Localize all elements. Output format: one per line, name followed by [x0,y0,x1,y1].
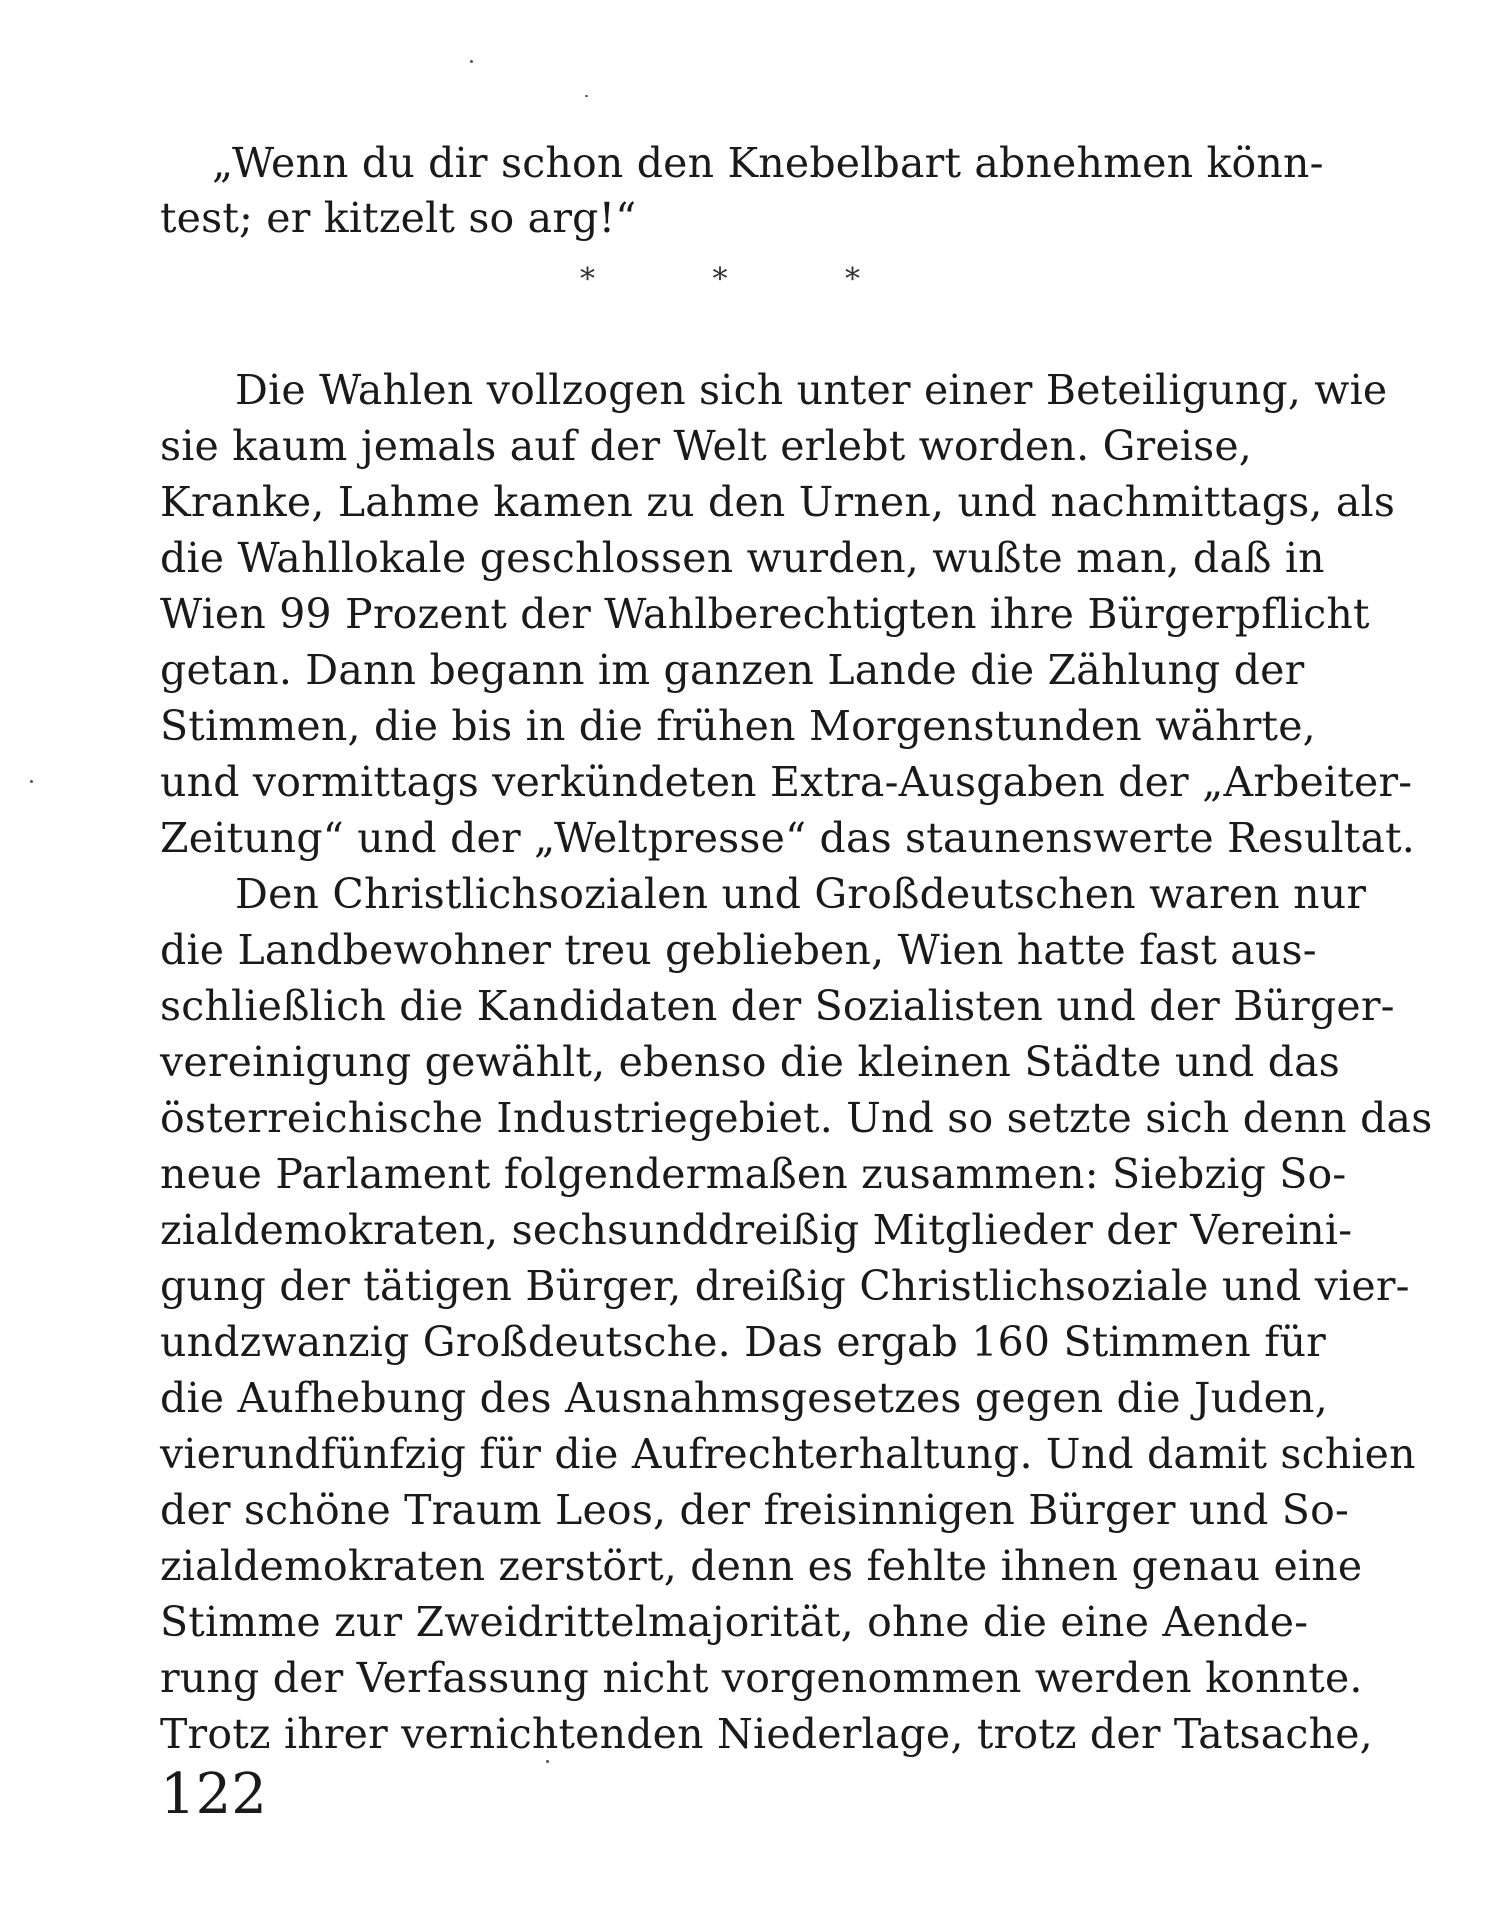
section-separator [580,262,860,297]
paragraph-line: Die Wahlen vollzogen sich unter einer Beteiligung, wie [235,366,1388,414]
paragraph-line: schließlich die Kandidaten der Sozialisten und der Bürger- [160,982,1395,1030]
paragraph-line: Stimmen, die bis in die frühen Morgenstunden währte, [160,702,1316,750]
paragraph-line: österreichische Industriegebiet. Und so setzte sich denn das [160,1094,1433,1142]
paragraph-line: die Landbewohner treu geblieben, Wien hatte fast aus- [160,926,1317,974]
scan-speck [585,95,588,97]
paragraph-line: Stimme zur Zweidrittelmajorität, ohne die eine Aende- [160,1598,1309,1646]
quote-line-1: „Wenn du dir schon den Knebelbart abnehmen könn- [212,139,1324,187]
paragraph-line: der schöne Traum Leos, der freisinnigen Bürger und So- [160,1486,1350,1534]
paragraph-line: vierundfünfzig für die Aufrechterhaltung. Und damit schien [160,1430,1416,1478]
scan-speck [30,780,33,783]
paragraph-line: undzwanzig Großdeutsche. Das ergab 160 Stimmen für [160,1318,1326,1366]
paragraph-line: Zeitung“ und der „Weltpresse“ das staunenswerte Resultat. [160,814,1415,862]
paragraph-line: und vormittags verkündeten Extra-Ausgaben der „Arbeiter- [160,758,1413,806]
paragraph-line: zialdemokraten zerstört, denn es fehlte ihnen genau eine [160,1542,1363,1590]
paragraph-line: getan. Dann begann im ganzen Lande die Zählung der [160,646,1305,694]
separator-star: * [580,262,595,297]
paragraph-line: gung der tätigen Bürger, dreißig Christlichsoziale und vier- [160,1262,1410,1310]
paragraph-line: vereinigung gewählt, ebenso die kleinen Städte und das [160,1038,1341,1086]
book-page [160,0,1433,1905]
paragraph-line: neue Parlament folgendermaßen zusammen: Siebzig So- [160,1150,1347,1198]
paragraph-line: zialdemokraten, sechsunddreißig Mitglieder der Vereini- [160,1206,1353,1254]
separator-star: * [845,262,860,297]
paragraph-line: rung der Verfassung nicht vorgenommen werden konnte. [160,1654,1363,1702]
separator-star: * [712,262,728,297]
paragraph-line: Wien 99 Prozent der Wahlberechtigten ihre Bürgerpflicht [160,590,1370,638]
paragraph-line: Trotz ihrer vernichtenden Niederlage, trotz der Tatsache, [160,1710,1373,1758]
page-number: 122 [160,1762,267,1827]
paragraph-line: die Wahllokale geschlossen wurden, wußte man, daß in [160,534,1325,582]
paragraph-line: Den Christlichsozialen und Großdeutschen waren nur [235,870,1367,918]
scan-speck [470,60,473,63]
paragraph-line: die Aufhebung des Ausnahmsgesetzes gegen die Juden, [160,1374,1328,1422]
paragraph-line: sie kaum jemals auf der Welt erlebt worden. Greise, [160,422,1253,470]
scan-speck [546,1760,549,1763]
paragraph-line: Kranke, Lahme kamen zu den Urnen, und nachmittags, als [160,478,1396,526]
quote-line-2: test; er kitzelt so arg!“ [160,194,637,242]
